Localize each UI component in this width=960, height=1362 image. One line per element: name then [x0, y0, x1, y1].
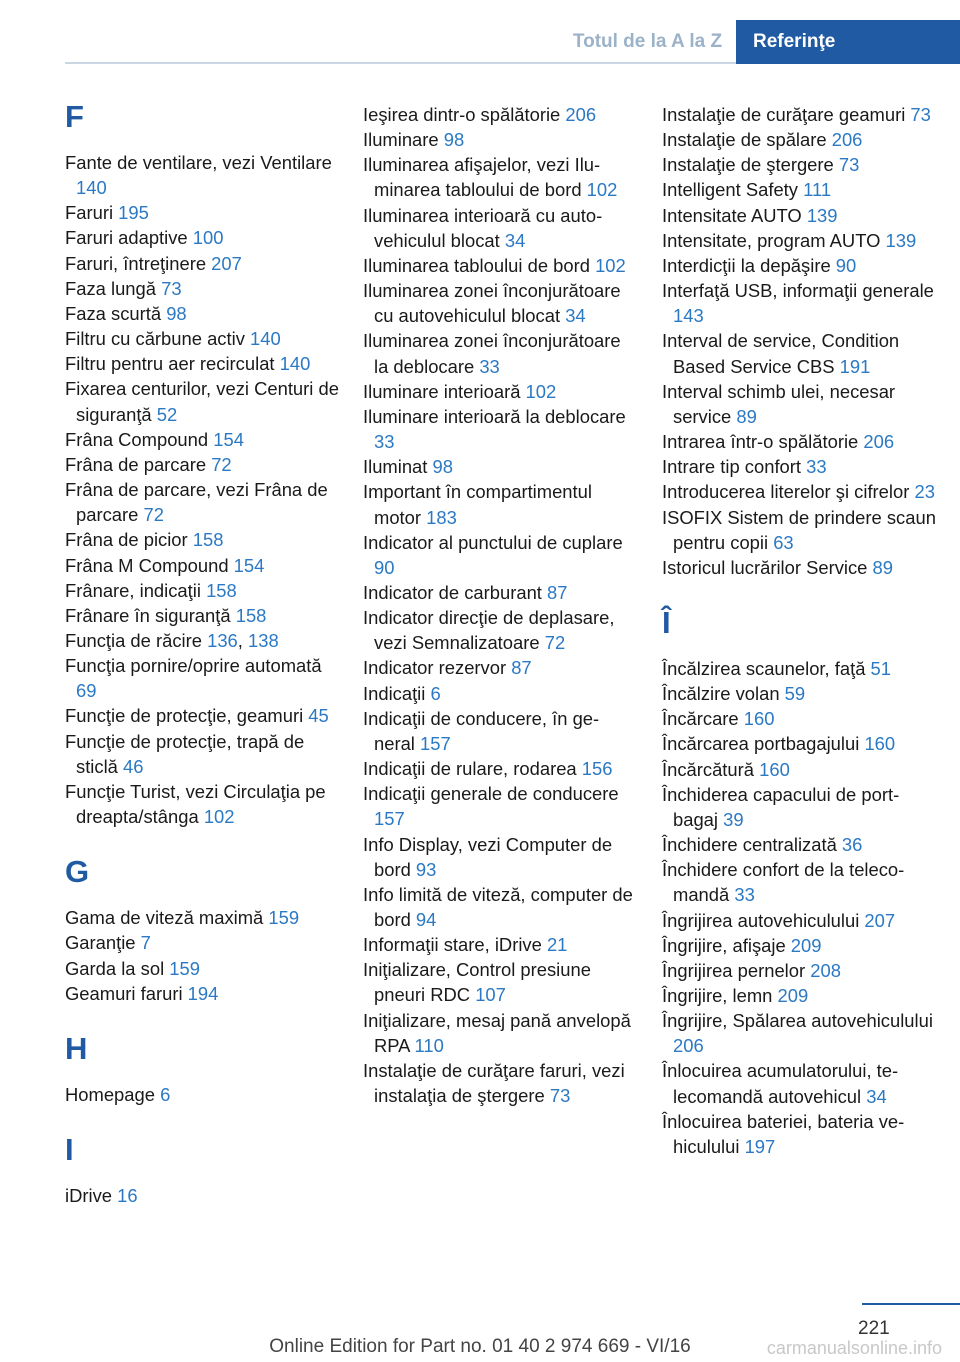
page-link[interactable]: 63	[773, 531, 794, 553]
page-link[interactable]: 23	[914, 481, 935, 503]
index-entry	[65, 603, 340, 628]
page-link[interactable]: 102	[203, 806, 235, 828]
page-link[interactable]: 207	[864, 909, 896, 931]
page-link[interactable]: 87	[547, 581, 568, 603]
index-entry-term: Îngrijire, afişaje	[662, 934, 791, 956]
index-entry-term: Faza scurtă	[65, 302, 167, 324]
index-entry-term: Iluminarea afişajelor, vezi Iluminarea tabloului de bord	[363, 154, 601, 201]
edition-note: Online Edition for Part no. 01 40 2 974 669 - VI/16	[269, 1336, 691, 1357]
index-entry	[363, 832, 633, 882]
index-entry-term: Indicator direcţie de deplasare, vezi Semnalizatoare	[363, 607, 615, 654]
index-entry	[65, 905, 340, 930]
index-entry	[662, 379, 937, 429]
index-entry-term: Îngrijirea pernelor	[662, 959, 811, 981]
page-link[interactable]: 94	[415, 909, 437, 930]
index-entry	[65, 1082, 340, 1107]
page-link[interactable]: 34	[504, 229, 526, 251]
page-link[interactable]: 206	[863, 431, 895, 453]
index-entry-term: Închiderea capacului de portbagaj	[662, 783, 900, 830]
index-entry	[662, 253, 937, 278]
index-entry-term: Informaţii stare, iDrive	[363, 934, 547, 956]
page-link[interactable]: 154	[233, 554, 265, 576]
page-number: 221	[858, 1318, 890, 1339]
index-entry-term: Frâna Compound	[65, 428, 214, 450]
page-link[interactable]: 90	[835, 254, 857, 276]
index-entry	[363, 102, 633, 127]
index-entry	[363, 882, 633, 932]
page-link[interactable]: 157	[374, 808, 405, 830]
page-link[interactable]: 160	[864, 733, 896, 755]
index-entry	[65, 527, 340, 552]
index-entry	[65, 200, 340, 225]
index-entry-term: Instalaţie de spălare	[662, 129, 832, 151]
footer-rule	[862, 1303, 960, 1305]
index-entry	[662, 908, 937, 933]
index-entry-term: Iluminarea zonei înconjurătoare la deblocare	[363, 330, 621, 377]
index-entry-term: Interfaţă USB, informaţii generale	[662, 280, 934, 302]
page-link[interactable]: 209	[777, 985, 809, 1006]
index-entry-term: Interdicţii la depăşire	[662, 254, 836, 276]
index-entry-term: Faza lungă	[65, 277, 162, 299]
index-entry-term: Indicaţii	[363, 682, 431, 704]
page-link[interactable]: 111	[803, 179, 832, 201]
index-entry	[363, 681, 633, 706]
index-entry-term: Indicaţii generale de conducere	[363, 783, 619, 805]
index-entry	[363, 957, 633, 1007]
index-entry	[662, 782, 937, 832]
page-link[interactable]: 45	[308, 705, 329, 727]
index-letter-heading: I	[65, 1132, 74, 1167]
index-entry	[65, 956, 340, 981]
index-entry	[662, 479, 937, 504]
page-link[interactable]: 87	[511, 657, 532, 679]
index-entry	[65, 981, 340, 1006]
page-link[interactable]: 209	[790, 934, 822, 956]
index-entry	[363, 404, 633, 454]
page-link[interactable]: 72	[544, 632, 566, 654]
index-entry	[662, 555, 937, 580]
page-link[interactable]: 73	[549, 1085, 571, 1107]
index-entry	[363, 932, 633, 957]
index-column-1	[65, 99, 340, 1208]
page-link[interactable]: 72	[143, 504, 164, 526]
page-link[interactable]: 136	[207, 629, 238, 651]
page-link[interactable]: 140	[76, 177, 107, 199]
index-letter-heading: Î	[662, 604, 671, 640]
index-entry	[662, 1109, 937, 1159]
letter-gap	[662, 580, 937, 608]
page-link[interactable]: 156	[581, 758, 613, 780]
index-entry-term: Încărcarea portbagajului	[662, 733, 865, 755]
index-entry-term: Iniţializare, mesaj pană anvelopă RPA	[363, 1009, 631, 1056]
index-entry-term: Funcţie de protecţie, geamuri	[65, 705, 309, 727]
index-entry-term: Homepage	[65, 1083, 161, 1105]
index-entry-term: Frâna M Compound	[65, 554, 234, 576]
index-entry-term: Frânare, indicaţii	[65, 579, 207, 601]
index-entry-term: Indicaţii de conducere, în general	[363, 707, 600, 754]
index-entry	[363, 454, 633, 479]
page-link[interactable]: 69	[76, 680, 97, 702]
index-entry	[65, 351, 340, 376]
index-entry-term: Îngrijirea autovehiculului	[662, 909, 865, 931]
index-entry-term: Filtru pentru aer recirculat	[65, 353, 280, 375]
index-column-3	[662, 102, 937, 1159]
index-entry-term: Info Display, vezi Computer de bord	[363, 833, 613, 880]
page-link[interactable]: 207	[211, 252, 242, 274]
page-link[interactable]: 59	[784, 683, 806, 705]
page-link[interactable]: 107	[475, 984, 506, 1006]
page-link[interactable]: 159	[268, 907, 300, 929]
page-link[interactable]: 183	[426, 506, 457, 528]
chapter-tab[interactable]: Referinţe	[736, 20, 960, 64]
index-entry-term: Ieşirea dintr-o spălătorie	[363, 104, 566, 125]
index-entry	[363, 203, 633, 253]
page-link[interactable]: 102	[595, 254, 626, 276]
index-entry	[65, 703, 340, 728]
index-entry	[65, 477, 340, 527]
page-link[interactable]: 159	[169, 957, 200, 979]
index-entry-term: Frânare în siguranţă	[65, 604, 236, 626]
watermark: carmanualsonline.info	[766, 1338, 942, 1358]
index-entry-term: Funcţia pornire/oprire automată	[65, 655, 322, 677]
letter-gap	[65, 1107, 340, 1135]
index-entry-term: Iluminarea interioară cu autovehiculul blocat	[363, 204, 603, 251]
page-link[interactable]: 72	[211, 453, 232, 475]
page-link[interactable]: 34	[866, 1085, 887, 1107]
index-entry-term: Istoricul lucrărilor Service	[662, 556, 873, 578]
page-link[interactable]: 6	[430, 682, 441, 704]
page-link[interactable]: 90	[374, 556, 395, 578]
page-link[interactable]: 154	[213, 428, 244, 450]
index-entry-term: Încărcătură	[662, 758, 760, 780]
index-entry-term: Înlocuirea acumulatorului, telecomandă autovehicul	[662, 1060, 899, 1107]
page-link[interactable]: 208	[810, 959, 841, 981]
index-entry	[65, 578, 340, 603]
index-entry-term: ISOFIX Sistem de prindere scaun pentru copii	[662, 506, 936, 553]
index-entry-term: Instalaţie de curăţare geamuri	[662, 104, 911, 125]
page-link[interactable]: 197	[744, 1135, 776, 1157]
index-entry	[363, 756, 633, 781]
index-entry-term: Înlocuirea bateriei, bateria vehiculului	[662, 1110, 905, 1157]
index-entry	[363, 580, 633, 605]
index-entry-term: Instalaţie de ştergere	[662, 154, 839, 176]
index-entry	[363, 1008, 633, 1058]
page-link[interactable]: 89	[872, 556, 893, 578]
index-entry-term: Indicator rezervor	[363, 657, 512, 679]
page-link[interactable]: 51	[870, 657, 892, 679]
page-link[interactable]: 158	[206, 579, 237, 601]
index-entry	[662, 152, 937, 177]
page-link[interactable]: 33	[806, 456, 827, 478]
index-entry-term: Interval de service, Condition Based Service CBS	[662, 330, 900, 377]
page-link[interactable]: 139	[806, 204, 838, 226]
page-link[interactable]: 206	[565, 104, 597, 125]
page-link[interactable]: 33	[734, 884, 755, 906]
index-entry	[662, 328, 937, 378]
index-entry-term: Încălzirea scaunelor, faţă	[662, 657, 871, 679]
index-entry-term: Faruri	[65, 202, 119, 224]
page-link[interactable]: 138	[248, 629, 279, 651]
index-column-2	[363, 102, 633, 1108]
index-entry	[662, 857, 937, 907]
index-entry-term: Info limită de viteză, computer de bord	[363, 883, 633, 930]
index-entry-term: Iluminare interioară	[363, 380, 526, 402]
index-entry	[363, 127, 633, 152]
index-entry-term: Introducerea literelor şi cifrelor	[662, 481, 915, 503]
page-link[interactable]: 52	[156, 403, 178, 425]
page-link[interactable]: 157	[420, 732, 451, 754]
page-link[interactable]: 46	[123, 755, 144, 777]
index-entry	[65, 427, 340, 452]
page-link[interactable]: 191	[839, 355, 871, 377]
index-entry	[65, 276, 340, 301]
page-link[interactable]: 93	[415, 858, 437, 880]
index-entry	[662, 1058, 937, 1108]
index-letter-heading: F	[65, 99, 84, 134]
index-entry-term: Garanţie	[65, 932, 141, 954]
index-entry-term: Iniţializare, Control presiune pneuri RDC	[363, 959, 591, 1006]
index-entry-term: Indicator de carburant	[363, 581, 548, 603]
index-entry	[363, 706, 633, 756]
page-link[interactable]: 160	[743, 708, 775, 730]
page-link[interactable]: 33	[479, 355, 500, 377]
page-link[interactable]: 16	[117, 1185, 138, 1206]
page-link[interactable]: 140	[250, 328, 281, 350]
page-link[interactable]: 34	[565, 305, 586, 327]
index-entry	[662, 177, 937, 202]
index-entry-term: Iluminare	[363, 129, 444, 151]
index-entry	[65, 150, 340, 200]
page-link[interactable]: 73	[910, 104, 931, 125]
page-link[interactable]: 194	[187, 982, 219, 1004]
index-entry-term: Iluminare interioară la deblocare	[363, 405, 626, 427]
index-entry-term: Frâna de parcare	[65, 453, 212, 475]
page-link[interactable]: 98	[443, 129, 465, 151]
index-entry-term: Funcţie Turist, vezi Circulaţia pe dreapta/stânga	[65, 780, 326, 828]
index-entry-term: Garda la sol	[65, 957, 170, 979]
index-entry	[65, 251, 340, 276]
index-entry	[662, 681, 937, 706]
index-entry	[662, 983, 937, 1008]
page-link[interactable]: 102	[525, 380, 557, 402]
page-link[interactable]: 158	[235, 604, 267, 626]
letter-gap	[65, 1006, 340, 1034]
index-entry	[363, 379, 633, 404]
index-letter-heading: H	[65, 1030, 88, 1066]
index-entry-term: Interval schimb ulei, necesar service	[662, 380, 896, 427]
index-entry	[65, 653, 340, 703]
section-tab[interactable]: Totul de la A la Z	[572, 31, 723, 52]
index-entry	[363, 530, 633, 580]
index-entry	[363, 328, 633, 378]
index-entry-term: Intrarea într-o spălătorie	[662, 431, 864, 453]
index-entry-term: Intensitate, program AUTO	[662, 229, 886, 251]
page-link[interactable]: 21	[546, 934, 568, 956]
index-entry	[65, 1183, 340, 1208]
index-entry-term: Iluminarea tabloului de bord	[363, 254, 596, 276]
index-entry: Funcţia de răcire 136, 138	[65, 629, 279, 651]
index-entry	[662, 203, 937, 228]
page-link[interactable]: 89	[736, 405, 757, 427]
index-entry-term: Indicator al punctului de cuplare	[363, 531, 623, 553]
index-entry-term: Iluminat	[363, 456, 433, 478]
index-entry	[363, 605, 633, 655]
index-entry	[363, 1058, 633, 1108]
index-entry	[65, 452, 340, 477]
index-entry	[662, 757, 937, 782]
index-entry-term: Îngrijire, lemn	[662, 985, 778, 1006]
index-entry	[662, 454, 937, 479]
index-entry-term: Intrare tip confort	[662, 456, 807, 478]
index-entry	[363, 278, 633, 328]
index-entry	[363, 152, 633, 202]
page-link[interactable]: 102	[586, 179, 618, 201]
page-link[interactable]: 100	[192, 227, 224, 249]
index-entry	[65, 376, 340, 426]
page-link[interactable]: 6	[160, 1083, 171, 1105]
index-entry	[662, 505, 937, 555]
page-link[interactable]: 160	[759, 758, 790, 780]
index-entry	[662, 102, 937, 127]
index-entry	[662, 429, 937, 454]
index-entry-term: Frâna de picior	[65, 529, 193, 551]
index-entry-term: Faruri, întreţinere	[65, 252, 212, 274]
index-entry	[363, 781, 633, 831]
index-entry-term: Important în compartimentul motor	[363, 481, 592, 528]
index-entry	[662, 1008, 937, 1058]
index-entry-term: Intelligent Safety	[662, 179, 804, 201]
index-entry	[662, 228, 937, 253]
page-link[interactable]: 140	[279, 353, 311, 375]
index-entry-term: Geamuri faruri	[65, 982, 188, 1004]
page-link[interactable]: 139	[885, 229, 917, 251]
page-link[interactable]: 158	[192, 529, 224, 551]
page-link[interactable]: 73	[838, 154, 860, 176]
index-entry-term: Fante de ventilare, vezi Ventilare	[65, 152, 332, 173]
page-link[interactable]: 7	[140, 932, 151, 954]
index-entry	[65, 301, 340, 326]
letter-gap	[65, 829, 340, 857]
index-entry-term: Frâna de parcare, vezi Frâna de parcare	[65, 479, 328, 526]
index-entry-term: Gama de viteză maximă	[65, 907, 269, 929]
index-entry	[662, 706, 937, 731]
index-entry-term: iDrive	[65, 1185, 118, 1206]
index-entry-term: Intensitate AUTO	[662, 204, 807, 226]
page-link[interactable]: 98	[166, 302, 187, 324]
page-link[interactable]: 33	[374, 431, 395, 453]
index-entry-term: Îngrijire, Spălarea autovehiculului	[662, 1010, 933, 1032]
page-link[interactable]: 98	[432, 456, 453, 478]
index-entry	[65, 553, 340, 578]
index-entry-term: Instalaţie de curăţare faruri, vezi instalaţia de ştergere	[363, 1059, 625, 1107]
index-entry	[662, 731, 937, 756]
index-entry-term: Închidere confort de la telecomandă	[662, 859, 905, 906]
page-link[interactable]: 39	[723, 808, 744, 830]
index-entry-term: Faruri adaptive	[65, 227, 193, 249]
index-entry-term: Fixarea centurilor, vezi Centuri de siguranţă	[65, 378, 339, 425]
page-link[interactable]: 206	[831, 129, 863, 151]
index-entry	[662, 127, 937, 152]
index-entry	[65, 930, 340, 955]
index-entry-term: Încărcare	[662, 708, 744, 730]
index-entry	[662, 958, 937, 983]
index-entry	[65, 225, 340, 250]
index-entry-term: Funcţia de răcire	[65, 629, 208, 651]
index-entry-term: Indicaţii de rulare, rodarea	[363, 758, 582, 780]
index-entry-term: Închidere centralizată	[662, 834, 842, 856]
page-link[interactable]: 110	[414, 1034, 444, 1056]
index-entry-term: Filtru cu cărbune activ	[65, 328, 251, 350]
page-link[interactable]: 73	[161, 277, 182, 299]
index-entry	[65, 326, 340, 351]
index-entry	[363, 253, 633, 278]
page-link[interactable]: 36	[841, 834, 863, 856]
index-entry	[662, 832, 937, 857]
page-link[interactable]: 195	[118, 202, 149, 224]
page-link[interactable]: 143	[673, 305, 704, 327]
index-entry-term: Funcţie de protecţie, trapă de sticlă	[65, 730, 305, 777]
index-entry-term: Încălzire volan	[662, 683, 785, 705]
index-entry	[363, 479, 633, 529]
index-entry	[662, 278, 937, 328]
index-entry-term: Iluminarea zonei înconjurătoare cu autovehiculul blocat	[363, 280, 621, 327]
page-link[interactable]: 206	[673, 1035, 704, 1057]
index-entry	[65, 729, 340, 779]
index-entry	[65, 779, 340, 829]
index-entry	[363, 655, 633, 680]
index-letter-heading: G	[65, 854, 90, 890]
index-entry	[662, 933, 937, 958]
index-entry	[662, 656, 937, 681]
